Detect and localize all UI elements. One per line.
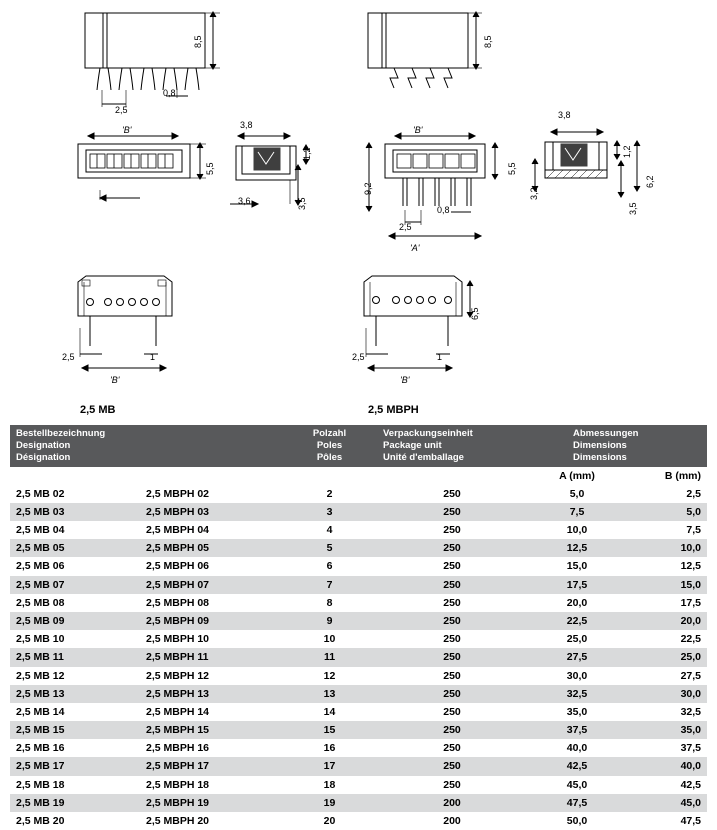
cell-package-unit: 250 [443,760,461,773]
table-row [10,685,707,703]
drawing-mbph-side-view [360,8,500,118]
dim-3-6-left: 3,6 [238,196,251,206]
cell-package-unit: 250 [443,578,461,591]
th-poles-fr: Pôles [316,451,343,463]
cell-poles: 6 [326,560,333,573]
cell-poles: 13 [323,687,336,700]
cell-dimension-a: 27,5 [566,651,588,664]
th-designation [10,425,282,467]
cell-designation-mbph: 2,5 MBPH 03 [146,505,210,518]
cell-dimension-a: 50,0 [566,814,588,827]
cell-designation-mb: 2,5 MB 06 [16,560,65,573]
cell-dimension-b: 25,0 [680,651,701,664]
cell-designation-mb: 2,5 MB 02 [16,487,65,500]
cell-dimension-a: 22,5 [566,615,588,627]
cell-designation-mb: 2,5 MB 16 [16,742,65,755]
table-row [10,503,707,521]
cell-poles: 7 [326,578,333,591]
dim-2-5-right: 2,5 [399,222,412,232]
drawing-mb-side-view [70,8,300,118]
cell-designation-mb: 2,5 MB 09 [16,615,65,627]
th-package-en: Package unit [383,439,442,451]
cell-designation-mbph: 2,5 MBPH 20 [146,814,210,827]
cell-designation-mb: 2,5 MB 11 [16,651,64,664]
cell-poles: 15 [323,724,336,737]
product-table [10,425,707,830]
cell-dimension-b: 7,5 [686,524,701,537]
cell-package-unit: 200 [443,796,461,809]
cell-designation-mbph: 2,5 MBPH 05 [146,542,210,555]
cell-designation-mbph: 2,5 MBPH 17 [146,760,210,773]
table-row [10,667,707,685]
cell-dimension-a: 10,0 [566,524,588,537]
table-row [10,576,707,594]
dim-8-5-right: 8,5 [483,35,493,48]
cell-designation-mb: 2,5 MB 03 [16,505,65,518]
cell-dimension-b: 22,5 [680,633,701,646]
cell-dimension-a: 45,0 [566,778,588,791]
table-row [10,721,707,739]
table-row [10,648,707,666]
dim-3-5-right: 3,5 [628,202,638,215]
cell-package-unit: 250 [443,724,461,737]
th-designation-fr: Désignation [16,451,71,463]
cell-dimension-b: 45,0 [680,796,701,809]
cell-poles: 8 [326,596,333,609]
cell-dimension-b: 32,5 [680,705,701,718]
cell-dimension-b: 12,5 [680,560,701,573]
cell-package-unit: 250 [443,669,461,682]
cell-package-unit: 250 [443,560,461,573]
th-dimensions-fr: Dimensions [573,451,627,463]
table-row [10,521,707,539]
dim-B-fp-right: 'B' [400,375,410,385]
cell-dimension-a: 40,0 [566,742,588,755]
cell-package-unit: 200 [443,814,461,827]
cell-designation-mb: 2,5 MB 08 [16,596,65,609]
cell-dimension-b: 2,5 [686,487,701,500]
cell-package-unit: 250 [443,633,461,646]
cell-designation-mbph: 2,5 MBPH 04 [146,524,210,537]
cell-poles: 12 [323,669,336,682]
cell-designation-mbph: 2,5 MBPH 10 [146,633,210,646]
table-body [10,467,707,830]
cell-package-unit: 250 [443,487,461,500]
table-row [10,630,707,648]
table-row [10,612,707,630]
dim-1-2-left: 1,2 [302,147,312,160]
table-header-row [10,425,707,467]
th-package-fr: Unité d'emballage [383,451,464,463]
table-units-row [10,467,707,485]
cell-dimension-b: 30,0 [680,687,701,700]
cell-designation-mb: 2,5 MB 17 [16,760,65,773]
dim-2-5-left: 2,5 [115,105,128,115]
cell-dimension-a: 35,0 [566,705,588,718]
cell-designation-mb: 2,5 MB 15 [16,724,65,737]
dim-3-8-left: 3,8 [240,120,253,130]
cell-dimension-a: 32,5 [566,687,588,700]
cell-dimension-b: 5,0 [686,505,701,518]
dim-6-2: 6,2 [645,175,655,188]
th-poles [282,425,377,467]
cell-package-unit: 250 [443,505,461,518]
cell-package-unit: 250 [443,542,461,555]
cell-dimension-b: 20,0 [680,615,701,627]
caption-mbph: 2,5 MBPH [368,404,419,416]
table-row [10,812,707,830]
dim-3-8-right: 3,8 [558,110,571,120]
cell-designation-mb: 2,5 MB 20 [16,814,65,827]
cell-designation-mbph: 2,5 MBPH 12 [146,669,210,682]
cell-package-unit: 250 [443,687,461,700]
drawing-mbph-footprint [348,268,548,378]
unit-b: B (mm) [627,467,707,485]
cell-package-unit: 250 [443,615,461,627]
cell-designation-mb: 2,5 MB 14 [16,705,65,718]
table-row [10,703,707,721]
dim-2-5-fp-right: 2,5 [352,352,365,362]
dim-1-fp-right: 1 [437,352,443,362]
cell-dimension-b: 40,0 [680,760,701,773]
table-row [10,594,707,612]
cell-poles: 3 [326,505,333,518]
cell-poles: 10 [323,633,336,646]
th-dimensions-de: Abmessungen [573,428,639,439]
cell-dimension-a: 7,5 [569,505,585,518]
cell-dimension-b: 27,5 [680,669,701,682]
cell-designation-mbph: 2,5 MBPH 18 [146,778,210,791]
cell-poles: 20 [323,814,336,827]
cell-package-unit: 250 [443,596,461,609]
dim-3-2: 3,2 [529,187,539,200]
table-row [10,539,707,557]
cell-dimension-a: 47,5 [566,796,588,809]
dim-0-8-right: 0,8 [437,205,450,215]
cell-designation-mb: 2,5 MB 19 [16,796,65,809]
table-row [10,757,707,775]
th-package [377,425,527,467]
drawing-mbph-top-view [355,118,525,248]
cell-poles: 17 [323,760,336,773]
cell-dimension-b: 47,5 [680,814,701,827]
cell-package-unit: 250 [443,651,461,664]
cell-poles: 14 [323,705,336,718]
th-dimensions [527,425,707,467]
cell-dimension-a: 42,5 [566,760,588,773]
th-poles-de: Polzahl [312,428,347,439]
cell-poles: 11 [323,651,336,664]
cell-dimension-a: 15,0 [566,560,588,573]
dim-5-5-right: 5,5 [507,162,517,175]
cell-poles: 9 [326,615,333,627]
cell-dimension-b: 17,5 [680,596,701,609]
dim-B-right: 'B' [413,125,423,135]
th-designation-de: Bestellbezeichnung [16,428,106,439]
cell-dimension-a: 17,5 [566,578,588,591]
caption-mb: 2,5 MB [80,404,116,416]
cell-dimension-b: 10,0 [680,542,701,555]
dim-6-5: 6,5 [470,307,480,320]
cell-dimension-b: 15,0 [680,578,701,591]
cell-package-unit: 250 [443,524,461,537]
cell-designation-mb: 2,5 MB 07 [16,578,65,591]
cell-package-unit: 250 [443,778,461,791]
dim-1-2-right: 1,2 [622,145,632,158]
cell-dimension-b: 42,5 [680,778,701,791]
cell-designation-mb: 2,5 MB 13 [16,687,65,700]
cell-poles: 4 [326,524,333,537]
dim-3-5-left: 3,5 [297,197,307,210]
dim-B-fp-left: 'B' [110,375,120,385]
drawing-mb-section [228,118,348,218]
th-dimensions-en: Dimensions [573,439,627,451]
table-row [10,557,707,575]
cell-poles: 16 [323,742,336,755]
unit-a: A (mm) [527,467,627,485]
cell-poles: 2 [326,487,333,500]
table-row [10,485,707,503]
cell-dimension-a: 20,0 [566,596,588,609]
cell-designation-mb: 2,5 MB 10 [16,633,65,646]
cell-designation-mbph: 2,5 MBPH 06 [146,560,210,573]
cell-poles: 18 [323,778,336,791]
dim-A: 'A' [410,243,420,253]
table-row [10,739,707,757]
th-designation-en: Designation [16,439,71,451]
dim-2-5-fp-left: 2,5 [62,352,75,362]
cell-dimension-a: 25,0 [566,633,588,646]
cell-designation-mbph: 2,5 MBPH 07 [146,578,210,591]
cell-designation-mbph: 2,5 MBPH 14 [146,705,210,718]
cell-dimension-a: 37,5 [566,724,588,737]
dim-5-5-left: 5,5 [205,162,215,175]
table-row [10,776,707,794]
dim-8-5-left: 8,5 [193,35,203,48]
dim-B-left: 'B' [122,125,132,135]
cell-package-unit: 250 [443,705,461,718]
cell-poles: 19 [323,796,336,809]
cell-designation-mb: 2,5 MB 18 [16,778,65,791]
table-row [10,794,707,812]
dim-1-fp-left: 1 [150,352,156,362]
cell-designation-mb: 2,5 MB 05 [16,542,65,555]
cell-dimension-a: 12,5 [566,542,588,555]
dim-0-8-left: 0,8 [163,88,176,98]
cell-designation-mb: 2,5 MB 12 [16,669,65,682]
dim-9-2: 9,2 [363,182,373,195]
cell-designation-mbph: 2,5 MBPH 13 [146,687,210,700]
th-poles-en: Poles [316,439,343,451]
cell-designation-mbph: 2,5 MBPH 02 [146,487,210,500]
cell-designation-mbph: 2,5 MBPH 08 [146,596,210,609]
cell-poles: 5 [326,542,333,555]
cell-designation-mb: 2,5 MB 04 [16,524,65,537]
cell-designation-mbph: 2,5 MBPH 09 [146,615,210,627]
th-package-de: Verpackungseinheit [383,428,473,439]
cell-designation-mbph: 2,5 MBPH 11 [146,651,209,664]
cell-dimension-b: 37,5 [680,742,701,755]
cell-dimension-a: 5,0 [569,487,585,500]
cell-package-unit: 250 [443,742,461,755]
cell-designation-mbph: 2,5 MBPH 15 [146,724,210,737]
cell-dimension-a: 30,0 [566,669,588,682]
cell-dimension-b: 35,0 [680,724,701,737]
cell-designation-mbph: 2,5 MBPH 19 [146,796,210,809]
cell-designation-mbph: 2,5 MBPH 16 [146,742,210,755]
